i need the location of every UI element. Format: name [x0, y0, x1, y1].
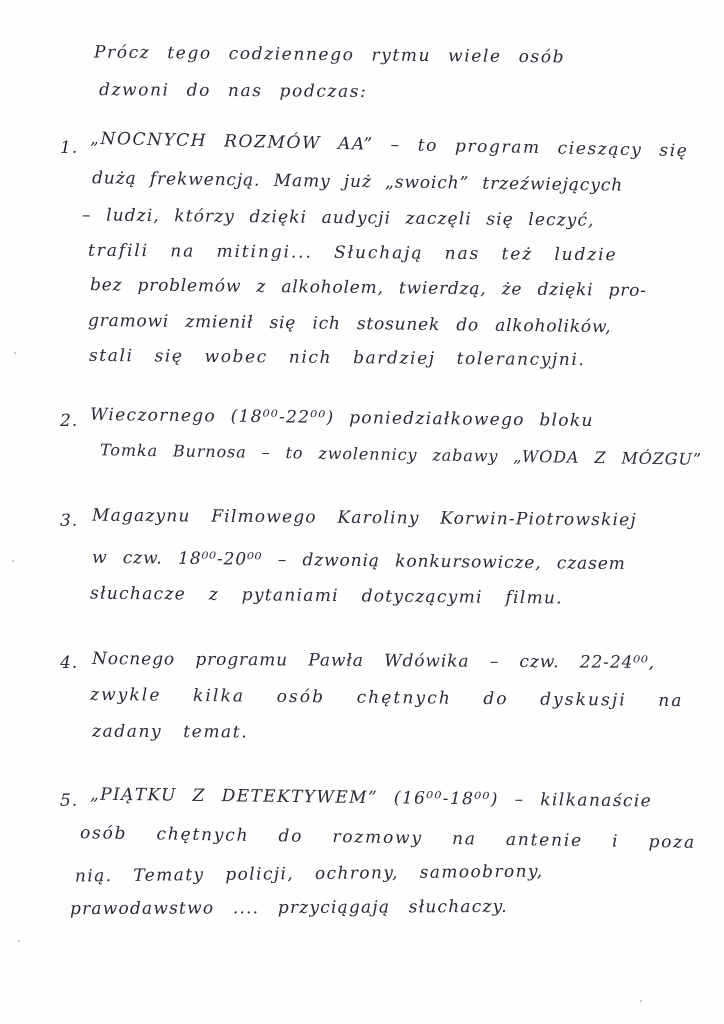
item-1-line-4: trafili na mitingi... Słuchają nas też ludzie [87, 240, 618, 266]
item-2-line-2: Tomka Burnosa – to zwolennicy zabawy „WODA Z MÓZGU” [99, 440, 703, 469]
item-1-line-7: stali się wobec nich bardziej tolerancyjni. [88, 345, 586, 371]
item-3-number: 3. [60, 511, 79, 531]
scan-speck [12, 560, 14, 562]
item-4-line-2: zwykle kilka osób chętnych do dyskusji na [89, 684, 684, 712]
item-1-line-2: dużą frekwencją. Mamy już „swoich” trzeźwiejących [91, 168, 624, 196]
item-1-line-1: „NOCNYCH ROZMÓW AA” – to program cieszący się [89, 128, 689, 162]
scan-speck [18, 940, 20, 942]
item-4-line-1: Nocnego programu Pawła Wdówika – czw. 22-24⁰⁰, [91, 649, 656, 673]
item-3-line-3: słuchacze z pytaniami dotyczącymi filmu. [89, 583, 564, 609]
item-4-line-3: zadany temat. [91, 721, 249, 743]
item-1-number: 1. [60, 138, 79, 158]
item-5-line-1: „PIĄTKU Z DETEKTYWEM” (16⁰⁰-18⁰⁰) – kilkanaście [89, 784, 653, 812]
item-1-line-3: – ludzi, którzy dzięki audycji zaczęli się leczyć, [81, 205, 595, 231]
intro-line-1: Prócz tego codziennego rytmu wiele osób [93, 42, 566, 68]
item-2-line-1: Wieczornego (18⁰⁰-22⁰⁰) poniedziałkowego bloku [89, 404, 594, 432]
scan-speck [14, 352, 16, 354]
item-2-number: 2. [60, 411, 79, 431]
item-1-line-5: bez problemów z alkoholem, twierdzą, że dzięki pro- [89, 275, 647, 301]
item-5-line-3: nią. Tematy policji, ochrony, samoobrony, [74, 861, 544, 887]
intro-line-2: dzwoni do nas podczas: [98, 80, 368, 102]
item-3-line-1: Magazynu Filmowego Karoliny Korwin-Piotrowskiej [91, 505, 638, 531]
item-1-line-6: gramowi zmienił się ich stosunek do alkoholików, [87, 310, 612, 338]
item-5-line-2: osób chętnych do rozmowy na antenie i poza [79, 823, 697, 853]
item-4-number: 4. [60, 653, 79, 673]
scan-speck [640, 1000, 642, 1002]
item-5-number: 5. [60, 791, 79, 811]
item-3-line-2: w czw. 18⁰⁰-20⁰⁰ – dzwonią konkursowicze, czasem [91, 547, 626, 575]
item-5-line-4: prawodawstwo .... przyciągają słuchaczy. [69, 896, 508, 920]
